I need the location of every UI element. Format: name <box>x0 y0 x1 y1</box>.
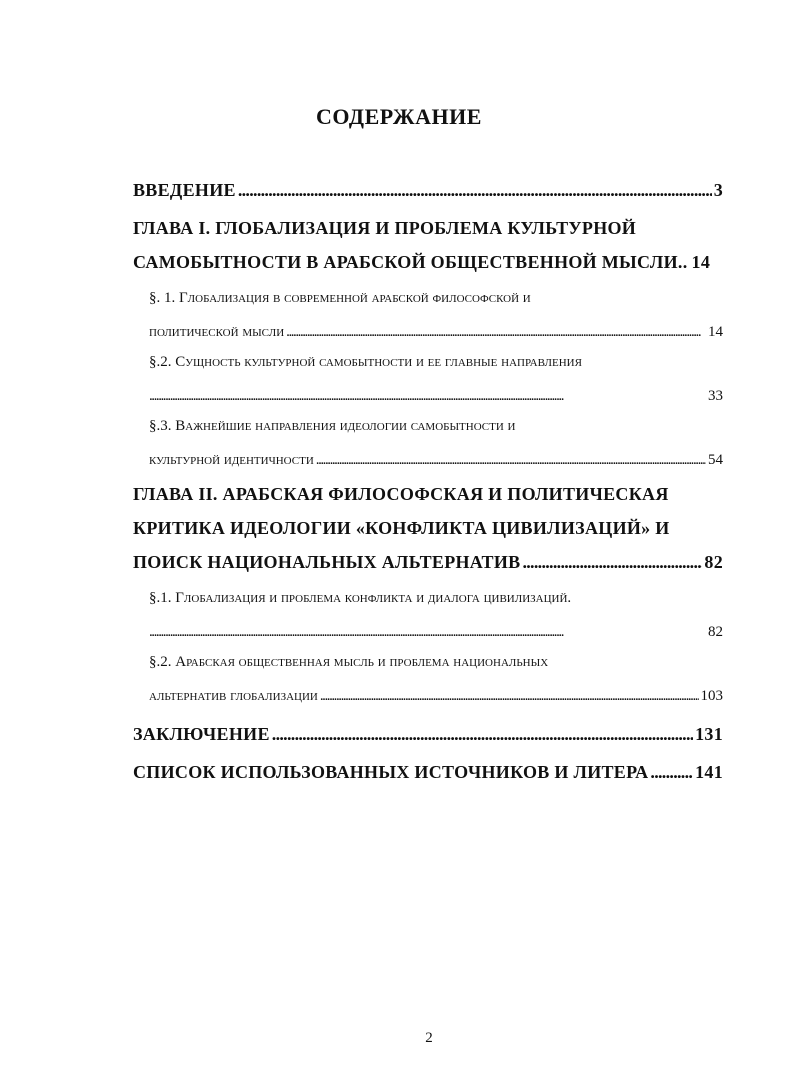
toc-entry-title: ЗАКЛЮЧЕНИЕ <box>133 724 270 744</box>
toc-entry-section-2-1[interactable] <box>133 590 723 658</box>
dot-leader <box>272 724 693 745</box>
dot-leader <box>320 688 699 705</box>
toc-entry-title-line: политической мысли <box>149 324 285 340</box>
toc-entry-chapter-2[interactable] <box>133 484 723 586</box>
toc-entry-section-1-1[interactable] <box>133 290 723 358</box>
toc-entry-title-line: КРИТИКА ИДЕОЛОГИИ «КОНФЛИКТА ЦИВИЛИЗАЦИЙ» И <box>133 518 670 538</box>
toc-entry-title-line: ГЛАВА II. АРАБСКАЯ ФИЛОСОФСКАЯ И ПОЛИТИЧЕСКАЯ <box>133 484 669 504</box>
toc-entry-conclusion[interactable] <box>133 724 723 758</box>
toc-entry-title-line: §.2. Арабская общественная мысль и проблема национальных <box>149 654 549 670</box>
toc-entry-section-1-3[interactable] <box>133 418 723 486</box>
dot-leader <box>650 762 693 783</box>
toc-page-number: 33 <box>708 388 723 404</box>
toc-page-number: 141 <box>695 762 723 782</box>
toc-page-number: 14 <box>708 324 723 340</box>
toc-page-number: 82 <box>708 624 723 640</box>
toc-entry-title-line: §.3. Важнейшие направления идеологии самобытности и <box>149 418 516 434</box>
toc-page-number: 82 <box>704 552 723 572</box>
toc-page-number: 3 <box>713 180 723 200</box>
toc-entry-section-1-2[interactable] <box>133 354 723 422</box>
toc-page-number: 131 <box>695 724 723 744</box>
toc-entry-introduction[interactable] <box>133 180 723 214</box>
toc-entry-title-line: альтернатив глобализации <box>149 688 318 704</box>
toc-entry-chapter-1[interactable] <box>133 218 723 286</box>
dot-leader <box>316 452 706 469</box>
toc-page-number: 14 <box>691 252 711 272</box>
toc-entry-title: СПИСОК ИСПОЛЬЗОВАННЫХ ИСТОЧНИКОВ И ЛИТЕРА <box>133 762 649 782</box>
dot-leader <box>522 552 702 573</box>
toc-entry-section-2-2[interactable] <box>133 654 723 722</box>
toc-page-number: 54 <box>708 452 723 468</box>
toc-entry-title-line: ПОИСК НАЦИОНАЛЬНЫХ АЛЬТЕРНАТИВ <box>133 552 521 572</box>
toc-entry-title-line: §.1. Глобализация и проблема конфликта и диалога цивилизаций. <box>149 590 572 606</box>
toc-page-number: 103 <box>700 688 723 704</box>
dot-leader <box>238 180 712 201</box>
toc-entry-title-line: САМОБЫТНОСТИ В АРАБСКОЙ ОБЩЕСТВЕННОЙ МЫСЛИ.. <box>133 252 688 272</box>
dot-leader <box>149 624 706 641</box>
dot-leader <box>286 324 706 341</box>
toc-entry-title-line: культурной идентичности <box>149 452 314 468</box>
toc-entry-title-line: §.2. Сущность культурной самобытности и ее главные направления <box>149 354 582 370</box>
toc-entry-title-line: ГЛАВА I. ГЛОБАЛИЗАЦИЯ И ПРОБЛЕМА КУЛЬТУРНОЙ <box>133 218 637 238</box>
toc-entry-references[interactable] <box>133 762 723 796</box>
toc-entry-title-line: §. 1. Глобализация в современной арабской философской и <box>149 290 531 306</box>
toc-entry-title: ВВЕДЕНИЕ <box>133 180 236 200</box>
page-title: СОДЕРЖАНИЕ <box>316 104 482 129</box>
dot-leader <box>149 388 706 405</box>
page-number: 2 <box>425 1030 433 1046</box>
